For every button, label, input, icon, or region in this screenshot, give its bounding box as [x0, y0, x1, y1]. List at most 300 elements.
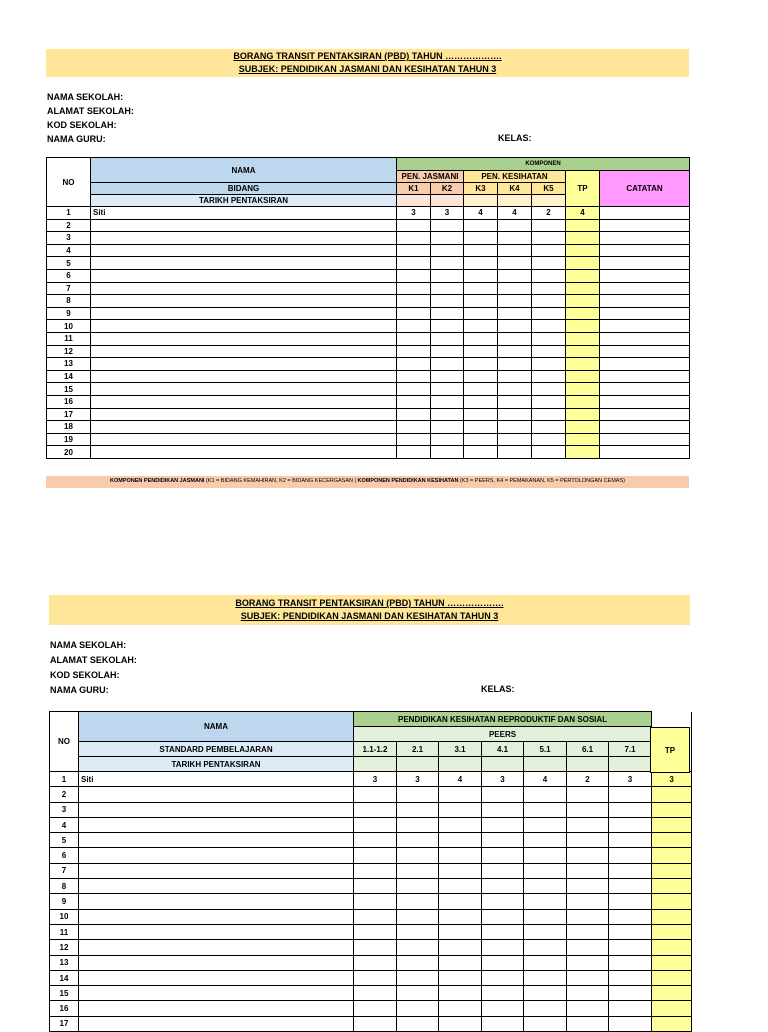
- k1-date-cell[interactable]: [397, 195, 431, 207]
- k4-score-cell[interactable]: 4: [498, 207, 532, 220]
- student-name-cell[interactable]: [91, 446, 397, 459]
- sp-score-cell[interactable]: [482, 970, 524, 985]
- k4-score-cell[interactable]: [498, 295, 532, 308]
- tp-score-cell[interactable]: 3: [652, 772, 692, 787]
- sp-score-cell[interactable]: [482, 787, 524, 802]
- student-name-cell[interactable]: [79, 955, 354, 970]
- k3-score-cell[interactable]: [464, 219, 498, 232]
- tp-score-cell[interactable]: [566, 320, 600, 333]
- sp-score-cell[interactable]: [439, 986, 482, 1001]
- k3-score-cell[interactable]: [464, 244, 498, 257]
- tp-score-cell[interactable]: [566, 358, 600, 371]
- student-name-cell[interactable]: [91, 295, 397, 308]
- k5-score-cell[interactable]: [532, 408, 566, 421]
- k2-score-cell[interactable]: 3: [431, 207, 464, 220]
- tp-score-cell[interactable]: [652, 833, 692, 848]
- student-name-cell[interactable]: [79, 986, 354, 1001]
- k1-score-cell[interactable]: [397, 232, 431, 245]
- student-name-cell[interactable]: [79, 1001, 354, 1016]
- k1-score-cell[interactable]: 3: [397, 207, 431, 220]
- k3-score-cell[interactable]: [464, 332, 498, 345]
- sp-score-cell[interactable]: [439, 1001, 482, 1016]
- tp-score-cell[interactable]: [566, 332, 600, 345]
- k2-score-cell[interactable]: [431, 232, 464, 245]
- k3-score-cell[interactable]: [464, 433, 498, 446]
- catatan-cell[interactable]: [600, 345, 690, 358]
- sp-score-cell[interactable]: [524, 863, 567, 878]
- k4-score-cell[interactable]: [498, 446, 532, 459]
- k5-score-cell[interactable]: [532, 446, 566, 459]
- k5-score-cell[interactable]: [532, 433, 566, 446]
- tp-score-cell[interactable]: [566, 446, 600, 459]
- sp-score-cell[interactable]: [397, 970, 439, 985]
- student-name-cell[interactable]: [91, 383, 397, 396]
- sp-score-cell[interactable]: [609, 787, 652, 802]
- sp-score-cell[interactable]: [354, 894, 397, 909]
- tp-score-cell[interactable]: 4: [566, 207, 600, 220]
- k2-score-cell[interactable]: [431, 433, 464, 446]
- sp-score-cell[interactable]: [439, 817, 482, 832]
- sp-score-cell[interactable]: [567, 863, 609, 878]
- k2-score-cell[interactable]: [431, 446, 464, 459]
- sp-score-cell[interactable]: [609, 924, 652, 939]
- student-name-cell[interactable]: [91, 408, 397, 421]
- sp-score-cell[interactable]: [397, 924, 439, 939]
- sp-score-cell[interactable]: [609, 986, 652, 1001]
- sp-score-cell[interactable]: [439, 833, 482, 848]
- k1-score-cell[interactable]: [397, 257, 431, 270]
- k4-date-cell[interactable]: [498, 195, 532, 207]
- k4-score-cell[interactable]: [498, 370, 532, 383]
- sp-score-cell[interactable]: [482, 955, 524, 970]
- k3-score-cell[interactable]: [464, 421, 498, 434]
- catatan-cell[interactable]: [600, 332, 690, 345]
- student-name-cell[interactable]: [91, 282, 397, 295]
- k3-score-cell[interactable]: [464, 358, 498, 371]
- sp-score-cell[interactable]: [524, 833, 567, 848]
- k1-score-cell[interactable]: [397, 358, 431, 371]
- k3-score-cell[interactable]: [464, 295, 498, 308]
- tp-score-cell[interactable]: [652, 986, 692, 1001]
- sp-score-cell[interactable]: [354, 863, 397, 878]
- sp-score-cell[interactable]: [439, 848, 482, 863]
- student-name-cell[interactable]: [79, 894, 354, 909]
- sp-date-cell[interactable]: [439, 757, 482, 772]
- sp-score-cell[interactable]: [354, 986, 397, 1001]
- sp-score-cell[interactable]: 3: [482, 772, 524, 787]
- sp-date-cell[interactable]: [524, 757, 567, 772]
- catatan-cell[interactable]: [600, 395, 690, 408]
- student-name-cell[interactable]: [79, 879, 354, 894]
- student-name-cell[interactable]: [91, 395, 397, 408]
- k1-score-cell[interactable]: [397, 320, 431, 333]
- sp-score-cell[interactable]: [524, 848, 567, 863]
- k3-score-cell[interactable]: [464, 446, 498, 459]
- k1-score-cell[interactable]: [397, 219, 431, 232]
- sp-score-cell[interactable]: [567, 924, 609, 939]
- k4-score-cell[interactable]: [498, 395, 532, 408]
- student-name-cell[interactable]: [91, 232, 397, 245]
- k5-score-cell[interactable]: [532, 282, 566, 295]
- sp-score-cell[interactable]: [439, 787, 482, 802]
- sp-score-cell[interactable]: [397, 909, 439, 924]
- tp-score-cell[interactable]: [566, 433, 600, 446]
- sp-score-cell[interactable]: [609, 863, 652, 878]
- tp-score-cell[interactable]: [652, 879, 692, 894]
- tp-score-cell[interactable]: [652, 924, 692, 939]
- sp-score-cell[interactable]: [524, 1001, 567, 1016]
- tp-score-cell[interactable]: [652, 817, 692, 832]
- sp-score-cell[interactable]: [354, 848, 397, 863]
- sp-score-cell[interactable]: [354, 833, 397, 848]
- sp-score-cell[interactable]: [524, 940, 567, 955]
- k5-score-cell[interactable]: [532, 358, 566, 371]
- sp-score-cell[interactable]: [397, 863, 439, 878]
- student-name-cell[interactable]: [79, 833, 354, 848]
- k1-score-cell[interactable]: [397, 332, 431, 345]
- k2-score-cell[interactable]: [431, 269, 464, 282]
- k4-score-cell[interactable]: [498, 345, 532, 358]
- sp-score-cell[interactable]: [609, 970, 652, 985]
- k5-score-cell[interactable]: [532, 269, 566, 282]
- student-name-cell[interactable]: Siti: [79, 772, 354, 787]
- student-name-cell[interactable]: [91, 332, 397, 345]
- catatan-cell[interactable]: [600, 207, 690, 220]
- k3-score-cell[interactable]: [464, 370, 498, 383]
- k2-score-cell[interactable]: [431, 257, 464, 270]
- sp-score-cell[interactable]: [482, 894, 524, 909]
- k4-score-cell[interactable]: [498, 433, 532, 446]
- k2-score-cell[interactable]: [431, 358, 464, 371]
- sp-score-cell[interactable]: [524, 909, 567, 924]
- k4-score-cell[interactable]: [498, 358, 532, 371]
- sp-score-cell[interactable]: [397, 848, 439, 863]
- sp-score-cell[interactable]: [609, 802, 652, 817]
- sp-score-cell[interactable]: [397, 1001, 439, 1016]
- sp-score-cell[interactable]: [397, 833, 439, 848]
- k5-score-cell[interactable]: [532, 395, 566, 408]
- tp-score-cell[interactable]: [566, 421, 600, 434]
- k2-score-cell[interactable]: [431, 307, 464, 320]
- sp-score-cell[interactable]: [439, 955, 482, 970]
- sp-score-cell[interactable]: [567, 879, 609, 894]
- student-name-cell[interactable]: [91, 269, 397, 282]
- sp-score-cell[interactable]: [524, 955, 567, 970]
- sp-score-cell[interactable]: 3: [354, 772, 397, 787]
- sp-score-cell[interactable]: [482, 879, 524, 894]
- k5-score-cell[interactable]: 2: [532, 207, 566, 220]
- k4-score-cell[interactable]: [498, 257, 532, 270]
- tp-score-cell[interactable]: [652, 1001, 692, 1016]
- tp-score-cell[interactable]: [652, 909, 692, 924]
- sp-score-cell[interactable]: [567, 833, 609, 848]
- k4-score-cell[interactable]: [498, 269, 532, 282]
- tp-score-cell[interactable]: [652, 940, 692, 955]
- catatan-cell[interactable]: [600, 446, 690, 459]
- sp-score-cell[interactable]: [524, 802, 567, 817]
- sp-score-cell[interactable]: [524, 817, 567, 832]
- k1-score-cell[interactable]: [397, 282, 431, 295]
- sp-score-cell[interactable]: [524, 787, 567, 802]
- student-name-cell[interactable]: [79, 909, 354, 924]
- k1-score-cell[interactable]: [397, 446, 431, 459]
- sp-score-cell[interactable]: [482, 986, 524, 1001]
- sp-score-cell[interactable]: [354, 924, 397, 939]
- sp-date-cell[interactable]: [397, 757, 439, 772]
- sp-score-cell[interactable]: [567, 909, 609, 924]
- sp-score-cell[interactable]: [524, 970, 567, 985]
- student-name-cell[interactable]: [91, 244, 397, 257]
- student-name-cell[interactable]: [79, 924, 354, 939]
- catatan-cell[interactable]: [600, 244, 690, 257]
- sp-score-cell[interactable]: [482, 833, 524, 848]
- k3-score-cell[interactable]: [464, 257, 498, 270]
- sp-score-cell[interactable]: [439, 909, 482, 924]
- catatan-cell[interactable]: [600, 383, 690, 396]
- sp-score-cell[interactable]: [354, 817, 397, 832]
- sp-score-cell[interactable]: [567, 787, 609, 802]
- student-name-cell[interactable]: [79, 970, 354, 985]
- sp-score-cell[interactable]: [609, 1001, 652, 1016]
- k2-score-cell[interactable]: [431, 383, 464, 396]
- sp-score-cell[interactable]: [397, 802, 439, 817]
- k5-score-cell[interactable]: [532, 219, 566, 232]
- k2-score-cell[interactable]: [431, 370, 464, 383]
- k3-score-cell[interactable]: [464, 408, 498, 421]
- catatan-cell[interactable]: [600, 370, 690, 383]
- student-name-cell[interactable]: [91, 320, 397, 333]
- k3-score-cell[interactable]: [464, 383, 498, 396]
- tp-score-cell[interactable]: [566, 257, 600, 270]
- sp-score-cell[interactable]: [609, 817, 652, 832]
- sp-date-cell[interactable]: [609, 757, 652, 772]
- tp-score-cell[interactable]: [566, 219, 600, 232]
- catatan-cell[interactable]: [600, 257, 690, 270]
- sp-score-cell[interactable]: [567, 986, 609, 1001]
- tp-score-cell[interactable]: [652, 787, 692, 802]
- sp-score-cell[interactable]: [567, 848, 609, 863]
- sp-score-cell[interactable]: [567, 970, 609, 985]
- k4-score-cell[interactable]: [498, 219, 532, 232]
- sp-score-cell[interactable]: [439, 924, 482, 939]
- sp-date-cell[interactable]: [482, 757, 524, 772]
- tp-score-cell[interactable]: [652, 955, 692, 970]
- sp-score-cell[interactable]: [567, 940, 609, 955]
- k1-score-cell[interactable]: [397, 295, 431, 308]
- catatan-cell[interactable]: [600, 269, 690, 282]
- sp-score-cell[interactable]: [482, 924, 524, 939]
- sp-score-cell[interactable]: [397, 817, 439, 832]
- k2-score-cell[interactable]: [431, 295, 464, 308]
- sp-score-cell[interactable]: [609, 955, 652, 970]
- tp-score-cell[interactable]: [652, 863, 692, 878]
- student-name-cell[interactable]: [91, 219, 397, 232]
- sp-score-cell[interactable]: [439, 863, 482, 878]
- k5-score-cell[interactable]: [532, 421, 566, 434]
- student-name-cell[interactable]: Siti: [91, 207, 397, 220]
- catatan-cell[interactable]: [600, 408, 690, 421]
- student-name-cell[interactable]: [91, 358, 397, 371]
- tp-score-cell[interactable]: [652, 970, 692, 985]
- sp-score-cell[interactable]: [397, 986, 439, 1001]
- sp-score-cell[interactable]: [397, 940, 439, 955]
- student-name-cell[interactable]: [91, 370, 397, 383]
- sp-score-cell[interactable]: [354, 940, 397, 955]
- sp-score-cell[interactable]: [439, 879, 482, 894]
- sp-score-cell[interactable]: [439, 802, 482, 817]
- sp-score-cell[interactable]: [567, 955, 609, 970]
- sp-date-cell[interactable]: [567, 757, 609, 772]
- sp-score-cell[interactable]: [524, 894, 567, 909]
- catatan-cell[interactable]: [600, 295, 690, 308]
- sp-score-cell[interactable]: [354, 1001, 397, 1016]
- k3-score-cell[interactable]: [464, 320, 498, 333]
- sp-score-cell[interactable]: [397, 879, 439, 894]
- tp-score-cell[interactable]: [652, 848, 692, 863]
- sp-score-cell[interactable]: [567, 802, 609, 817]
- sp-score-cell[interactable]: [609, 940, 652, 955]
- tp-score-cell[interactable]: [566, 370, 600, 383]
- student-name-cell[interactable]: [79, 787, 354, 802]
- sp-score-cell[interactable]: [567, 1001, 609, 1016]
- k5-score-cell[interactable]: [532, 244, 566, 257]
- catatan-cell[interactable]: [600, 219, 690, 232]
- k3-score-cell[interactable]: [464, 345, 498, 358]
- k1-score-cell[interactable]: [397, 421, 431, 434]
- k4-score-cell[interactable]: [498, 421, 532, 434]
- student-name-cell[interactable]: [79, 817, 354, 832]
- k4-score-cell[interactable]: [498, 383, 532, 396]
- sp-score-cell[interactable]: [439, 894, 482, 909]
- sp-score-cell[interactable]: 4: [439, 772, 482, 787]
- sp-score-cell[interactable]: 4: [524, 772, 567, 787]
- sp-score-cell[interactable]: [397, 894, 439, 909]
- sp-score-cell[interactable]: [354, 970, 397, 985]
- k1-score-cell[interactable]: [397, 269, 431, 282]
- tp-score-cell[interactable]: [566, 244, 600, 257]
- student-name-cell[interactable]: [91, 257, 397, 270]
- sp-score-cell[interactable]: [524, 986, 567, 1001]
- k3-score-cell[interactable]: [464, 232, 498, 245]
- k2-score-cell[interactable]: [431, 320, 464, 333]
- k5-score-cell[interactable]: [532, 307, 566, 320]
- k3-score-cell[interactable]: [464, 307, 498, 320]
- k3-date-cell[interactable]: [464, 195, 498, 207]
- sp-score-cell[interactable]: [567, 817, 609, 832]
- tp-score-cell[interactable]: [566, 269, 600, 282]
- k5-score-cell[interactable]: [532, 257, 566, 270]
- sp-score-cell[interactable]: [439, 970, 482, 985]
- k1-score-cell[interactable]: [397, 345, 431, 358]
- k2-score-cell[interactable]: [431, 244, 464, 257]
- k2-score-cell[interactable]: [431, 219, 464, 232]
- tp-score-cell[interactable]: [566, 307, 600, 320]
- sp-score-cell[interactable]: [482, 848, 524, 863]
- sp-score-cell[interactable]: [524, 879, 567, 894]
- sp-score-cell[interactable]: [354, 909, 397, 924]
- tp-score-cell[interactable]: [566, 232, 600, 245]
- sp-score-cell[interactable]: [482, 817, 524, 832]
- k5-score-cell[interactable]: [532, 332, 566, 345]
- k4-score-cell[interactable]: [498, 307, 532, 320]
- catatan-cell[interactable]: [600, 232, 690, 245]
- sp-score-cell[interactable]: 2: [567, 772, 609, 787]
- k5-score-cell[interactable]: [532, 232, 566, 245]
- tp-score-cell[interactable]: [652, 894, 692, 909]
- sp-score-cell[interactable]: [482, 909, 524, 924]
- k1-score-cell[interactable]: [397, 395, 431, 408]
- sp-score-cell[interactable]: [609, 879, 652, 894]
- sp-score-cell[interactable]: [354, 955, 397, 970]
- k4-score-cell[interactable]: [498, 232, 532, 245]
- sp-score-cell[interactable]: [354, 787, 397, 802]
- k1-score-cell[interactable]: [397, 370, 431, 383]
- catatan-cell[interactable]: [600, 282, 690, 295]
- k2-score-cell[interactable]: [431, 282, 464, 295]
- sp-score-cell[interactable]: [567, 894, 609, 909]
- k4-score-cell[interactable]: [498, 332, 532, 345]
- k5-score-cell[interactable]: [532, 345, 566, 358]
- k4-score-cell[interactable]: [498, 244, 532, 257]
- sp-score-cell[interactable]: [397, 787, 439, 802]
- sp-score-cell[interactable]: [524, 924, 567, 939]
- student-name-cell[interactable]: [79, 802, 354, 817]
- k3-score-cell[interactable]: 4: [464, 207, 498, 220]
- k2-score-cell[interactable]: [431, 421, 464, 434]
- sp-score-cell[interactable]: [482, 1001, 524, 1016]
- student-name-cell[interactable]: [91, 433, 397, 446]
- sp-score-cell[interactable]: [609, 848, 652, 863]
- tp-score-cell[interactable]: [652, 802, 692, 817]
- tp-score-cell[interactable]: [566, 282, 600, 295]
- sp-score-cell[interactable]: [609, 894, 652, 909]
- k2-date-cell[interactable]: [431, 195, 464, 207]
- k3-score-cell[interactable]: [464, 269, 498, 282]
- sp-score-cell[interactable]: [354, 802, 397, 817]
- k5-date-cell[interactable]: [532, 195, 566, 207]
- sp-score-cell[interactable]: [354, 879, 397, 894]
- student-name-cell[interactable]: [79, 940, 354, 955]
- student-name-cell[interactable]: [79, 848, 354, 863]
- k2-score-cell[interactable]: [431, 345, 464, 358]
- k5-score-cell[interactable]: [532, 383, 566, 396]
- tp-score-cell[interactable]: [566, 408, 600, 421]
- student-name-cell[interactable]: [91, 345, 397, 358]
- k1-score-cell[interactable]: [397, 307, 431, 320]
- catatan-cell[interactable]: [600, 433, 690, 446]
- k1-score-cell[interactable]: [397, 408, 431, 421]
- sp-score-cell[interactable]: [609, 833, 652, 848]
- k5-score-cell[interactable]: [532, 295, 566, 308]
- sp-score-cell[interactable]: [482, 940, 524, 955]
- k1-score-cell[interactable]: [397, 433, 431, 446]
- catatan-cell[interactable]: [600, 421, 690, 434]
- sp-score-cell[interactable]: [482, 863, 524, 878]
- student-name-cell[interactable]: [91, 421, 397, 434]
- tp-score-cell[interactable]: [566, 345, 600, 358]
- k1-score-cell[interactable]: [397, 244, 431, 257]
- k5-score-cell[interactable]: [532, 370, 566, 383]
- tp-score-cell[interactable]: [566, 395, 600, 408]
- tp-score-cell[interactable]: [566, 383, 600, 396]
- catatan-cell[interactable]: [600, 307, 690, 320]
- tp-score-cell[interactable]: [566, 295, 600, 308]
- catatan-cell[interactable]: [600, 358, 690, 371]
- sp-score-cell[interactable]: [482, 802, 524, 817]
- k4-score-cell[interactable]: [498, 320, 532, 333]
- sp-score-cell[interactable]: [609, 909, 652, 924]
- sp-score-cell[interactable]: [439, 940, 482, 955]
